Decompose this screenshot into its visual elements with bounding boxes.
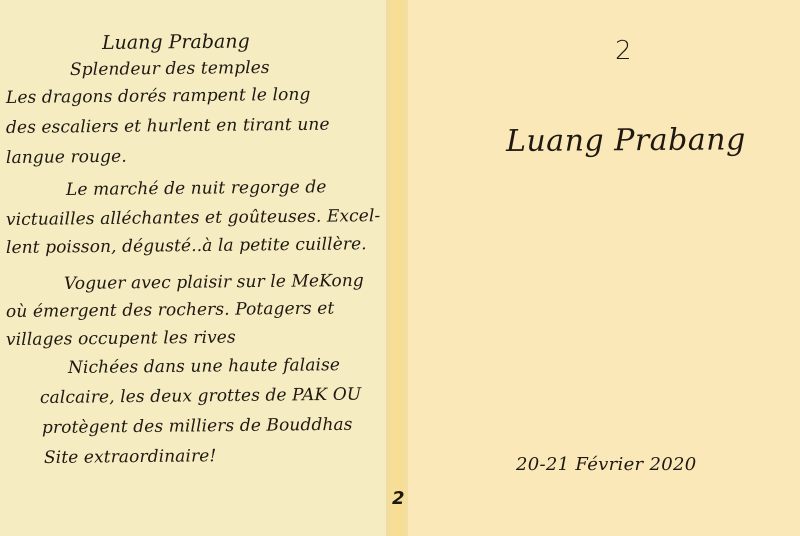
text-line-5: Le marché de nuit regorge de xyxy=(65,177,327,200)
right-page-title: Luang Prabang xyxy=(505,122,746,159)
text-line-3: des escaliers et hurlent en tirant une xyxy=(5,114,330,138)
text-line-14: Site extraordinaire! xyxy=(43,446,217,468)
text-line-7: lent poisson, dégusté..à la petite cuillère. xyxy=(5,234,367,258)
right-page-date: 20-21 Février 2020 xyxy=(516,454,697,475)
text-line-8: Voguer avec plaisir sur le MeKong xyxy=(63,270,364,294)
text-line-1: Splendeur des temples xyxy=(69,57,270,80)
left-page-title: Luang Prabang xyxy=(101,30,250,54)
page-number: 2 xyxy=(392,488,405,509)
left-page xyxy=(0,0,386,536)
text-line-4: langue rouge. xyxy=(5,146,127,168)
text-line-13: protègent des milliers de Bouddhas xyxy=(41,414,353,438)
book-gutter xyxy=(386,0,408,536)
text-line-11: Nichées dans une haute falaise xyxy=(67,355,341,378)
text-line-9: où émergent des rochers. Potagers et xyxy=(5,298,335,322)
right-page-number: 2 xyxy=(615,36,632,66)
text-line-2: Les dragons dorés rampent le long xyxy=(5,84,311,108)
text-line-10: villages occupent les rives xyxy=(5,327,236,350)
text-line-12: calcaire, les deux grottes de PAK OU xyxy=(39,384,362,408)
text-line-6: victuailles alléchantes et goûteuses. Excel- xyxy=(5,206,381,230)
right-page xyxy=(408,0,800,536)
